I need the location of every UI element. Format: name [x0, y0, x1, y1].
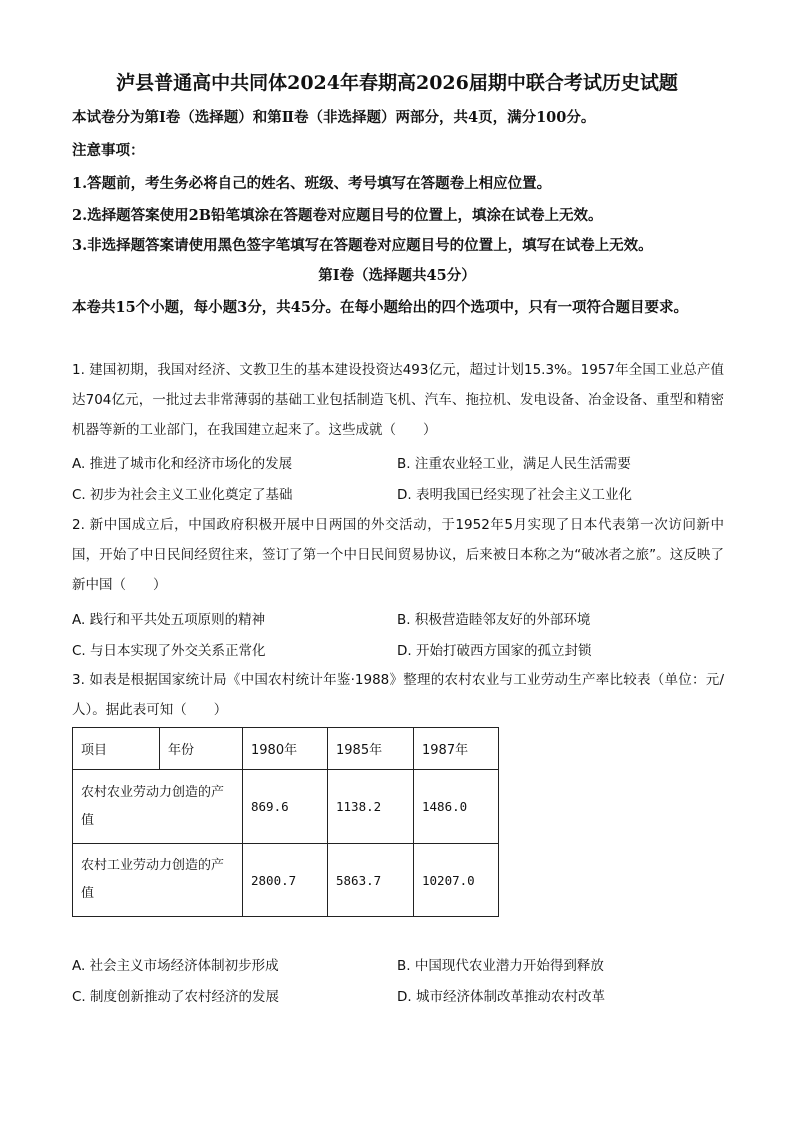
question-1-stem: 1. 建国初期，我国对经济、文教卫生的基本建设投资达493亿元，超过计划15.3%。1957年全国工业总产值达704亿元，一批过去非常薄弱的基础工业包括制造飞机、汽车、拖拉机、发电设备、冶金设备、重型和精密机器等新的工业部门，在我国建立起来了。这些成就（ ）: [72, 362, 724, 438]
question-2-option-c[interactable]: C. 与日本实现了外交关系正常化: [72, 642, 266, 659]
table-cell: 869.6: [243, 770, 328, 844]
question-2-options: [72, 602, 724, 664]
notice-item-1: 1.答题前，考生务必将自己的姓名、班级、考号填写在答题卷上相应位置。: [72, 175, 552, 192]
question-3-option-d[interactable]: D. 城市经济体制改革推动农村改革: [397, 988, 605, 1005]
section-intro: 本卷共15个小题，每小题3分，共45分。在每小题给出的四个选项中，只有一项符合题目要求。: [72, 299, 688, 316]
question-3-option-a[interactable]: A. 社会主义市场经济体制初步形成: [72, 957, 279, 974]
table-header-1985: 1985年: [328, 728, 414, 770]
notice-heading: 注意事项：: [72, 142, 145, 159]
table-row: [73, 844, 499, 917]
table-cell: 1138.2: [328, 770, 414, 844]
table-header-row: [73, 728, 499, 770]
table-cell: 2800.7: [243, 844, 328, 917]
table-header-year: 年份: [160, 728, 243, 770]
question-1-option-b[interactable]: B. 注重农业轻工业，满足人民生活需要: [397, 455, 631, 472]
table-cell: 1486.0: [414, 770, 499, 844]
question-3-options: [72, 948, 724, 1010]
question-1-option-d[interactable]: D. 表明我国已经实现了社会主义工业化: [397, 486, 632, 503]
question-2-option-d[interactable]: D. 开始打破西方国家的孤立封锁: [397, 642, 592, 659]
table-row-label: 农村工业劳动力创造的产值: [73, 844, 243, 917]
question-2-stem: 2. 新中国成立后，中国政府积极开展中日两国的外交活动，于1952年5月实现了日本代表第一次访问新中国，开始了中日民间经贸往来，签订了第一个中日民间贸易协议，后来被日本称之为“破冰者之旅”。这反映了新中国（ ）: [72, 517, 724, 593]
exam-title: 泸县普通高中共同体2024年春期高2026届期中联合考试历史试题: [116, 72, 678, 94]
table-row-label: 农村农业劳动力创造的产值: [73, 770, 243, 844]
table-cell: 10207.0: [414, 844, 499, 917]
question-2-option-b[interactable]: B. 积极营造睦邻友好的外部环境: [397, 611, 591, 628]
notice-item-3: 3.非选择题答案请使用黑色签字笔填写在答题卷对应题目号的位置上，填写在试卷上无效。: [72, 237, 653, 254]
question-3-option-b[interactable]: B. 中国现代农业潜力开始得到释放: [397, 957, 604, 974]
table-row: [73, 770, 499, 844]
section-title: 第Ⅰ卷（选择题共45分）: [318, 267, 476, 284]
table-header-1980: 1980年: [243, 728, 328, 770]
question-1-option-a[interactable]: A. 推进了城市化和经济市场化的发展: [72, 455, 293, 472]
question-2-option-a[interactable]: A. 践行和平共处五项原则的精神: [72, 611, 266, 628]
table-header-1987: 1987年: [414, 728, 499, 770]
question-3-option-c[interactable]: C. 制度创新推动了农村经济的发展: [72, 988, 280, 1005]
notice-item-2: 2.选择题答案使用2B铅笔填涂在答题卷对应题目号的位置上，填涂在试卷上无效。: [72, 207, 603, 224]
question-3-stem: 3. 如表是根据国家统计局《中国农村统计年鉴·1988》整理的农村农业与工业劳动生产率比较表（单位：元/人）。据此表可知（ ）: [72, 672, 724, 718]
productivity-table: [72, 727, 499, 917]
question-1-option-c[interactable]: C. 初步为社会主义工业化奠定了基础: [72, 486, 293, 503]
table-header-item: 项目: [73, 728, 160, 770]
question-1-options: [72, 446, 724, 508]
paper-structure-note: 本试卷分为第Ⅰ卷（选择题）和第Ⅱ卷（非选择题）两部分，共4页，满分100分。: [72, 109, 596, 126]
table-cell: 5863.7: [328, 844, 414, 917]
